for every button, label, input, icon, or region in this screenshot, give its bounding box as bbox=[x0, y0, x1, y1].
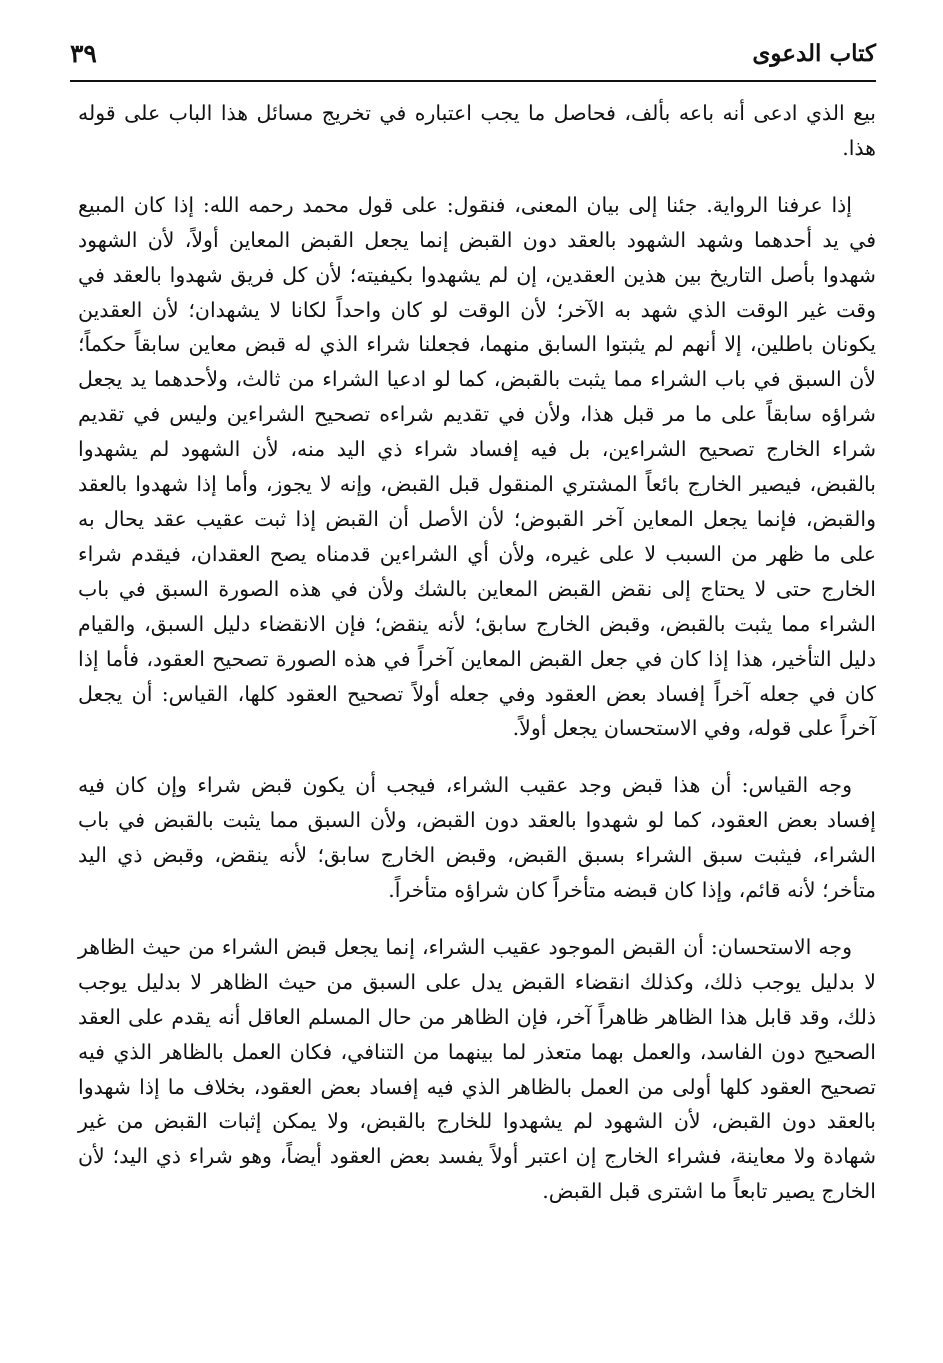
page-header bbox=[70, 34, 876, 82]
header-divider bbox=[70, 80, 876, 82]
paragraph-istihsan: وجه الاستحسان: أن القبض الموجود عقيب الشراء، إنما يجعل قبض الشراء من حيث الظاهر لا بدليل يوجب ذلك، وكذلك انقضاء القبض يدل على السبق من حيث الظاهر لا بدليل يوجب ذلك، وقد قابل هذا الظاهر ظاهراً آخر، فإن الظاهر من حال المسلم العاقل أنه يقدم على العقد الصحيح دون الفاسد، والعمل بهما متعذر لما بينهما من التنافي، فكان العمل بالظاهر الذي فيه تصحيح العقود كلها أولى من العمل بالظاهر الذي فيه إفساد بعض العقود، بخلاف ما إذا شهدوا بالعقد دون القبض، لأن الشهود لم يشهدوا للخارج بالقبض، ولا يمكن إثبات القبض من غير شهادة ولا معاينة، فشراء الخارج إن اعتبر أولاً يفسد بعض العقود أيضاً، وهو شراء ذي اليد؛ لأن الخارج يصير تابعاً ما اشترى قبل القبض. bbox=[78, 934, 876, 1204]
paragraph-narration: إذا عرفنا الرواية. جئنا إلى بيان المعنى، فنقول: على قول محمد رحمه الله: إذا كان المبيع في يد أحدهما وشهد الشهود بالعقد دون القبض إنما يجعل القبض المعاين أولاً، لأن الشهود شهدوا بأصل التاريخ بين هذين العقدين، إن لم يشهدوا بكيفيته؛ لأن كل فريق شهدوا بالعقد في وقت غير الوقت الذي شهد به الآخر؛ لأن الوقت لو كان واحداً لكانا لا يشهدان؛ لأن العقدين يكونان باطلين، إلا أنهم لم يثبتوا السابق منهما، فجعلنا شراء الذي له قبض معاين سابقاً حكماً؛ لأن السبق في باب الشراء مما يثبت بالقبض، كما لو ادعيا الشراء من ثالث، ولأحدهما يد يجعل شراؤه سابقاً على ما مر قبل هذا، ولأن في تقديم شراءه تصحيح الشراءين وليس في تقديم شراء الخارج تصحيح الشراءين، بل فيه إفساد شراء ذي اليد منه، لأن الشهود لم يشهدوا بالقبض، فيصير الخارج بائعاً المشتري المنقول قبل القبض، وإنه لا يجوز، وأما إذا شهدوا بالعقد والقبض، فإنما يجعل المعاين آخر القبوض؛ لأن الأصل أن القبض إذا ثبت عقيب عقد يحال به على ما ظهر من السبب لا على غيره، ولأن أي الشراءين قدمناه يصح العقدان، فيقدم شراء الخارج حتى لا يحتاج إلى نقض القبض المعاين بالشك ولأن في هذه الصورة السبق في باب الشراء مما يثبت بالقبض، وقبض الخارج سابق؛ لأنه ينقض؛ فإن الانقضاء دليل السبق، والقيام دليل التأخير، هذا إذا كان في جعل القبض المعاين آخراً في هذه الصورة تصحيح العقود، فأما إذا كان في جعله آخراً إفساد بعض العقود وفي جعله أولاً تصحيح العقود كلها، القياس: أن يجعل آخراً على قوله، وفي الاستحسان يجعل أولاً. bbox=[78, 192, 876, 741]
paragraph-continuation: بيع الذي ادعى أنه باعه بألف، فحاصل ما يجب اعتباره في تخريج مسائل هذا الباب على قوله هذا. bbox=[78, 101, 876, 160]
paragraph-analogy: وجه القياس: أن هذا قبض وجد عقيب الشراء، فيجب أن يكون قبض شراء وإن كان فيه إفساد بعض العقود، كما لو شهدوا بالعقد دون القبض، ولأن السبق مما يثبت بالقبض في باب الشراء، فيثبت سبق الشراء بسبق القبض، وقبض الخارج سابق؛ لأنه ينقض، وقبض ذي اليد متأخر؛ لأنه قائم، وإذا كان قبضه متأخراً كان شراؤه متأخراً. bbox=[78, 773, 876, 903]
running-title: كتاب الدعوى bbox=[752, 40, 876, 67]
page-number: ٣٩ bbox=[70, 39, 97, 68]
page-body bbox=[78, 96, 876, 1231]
